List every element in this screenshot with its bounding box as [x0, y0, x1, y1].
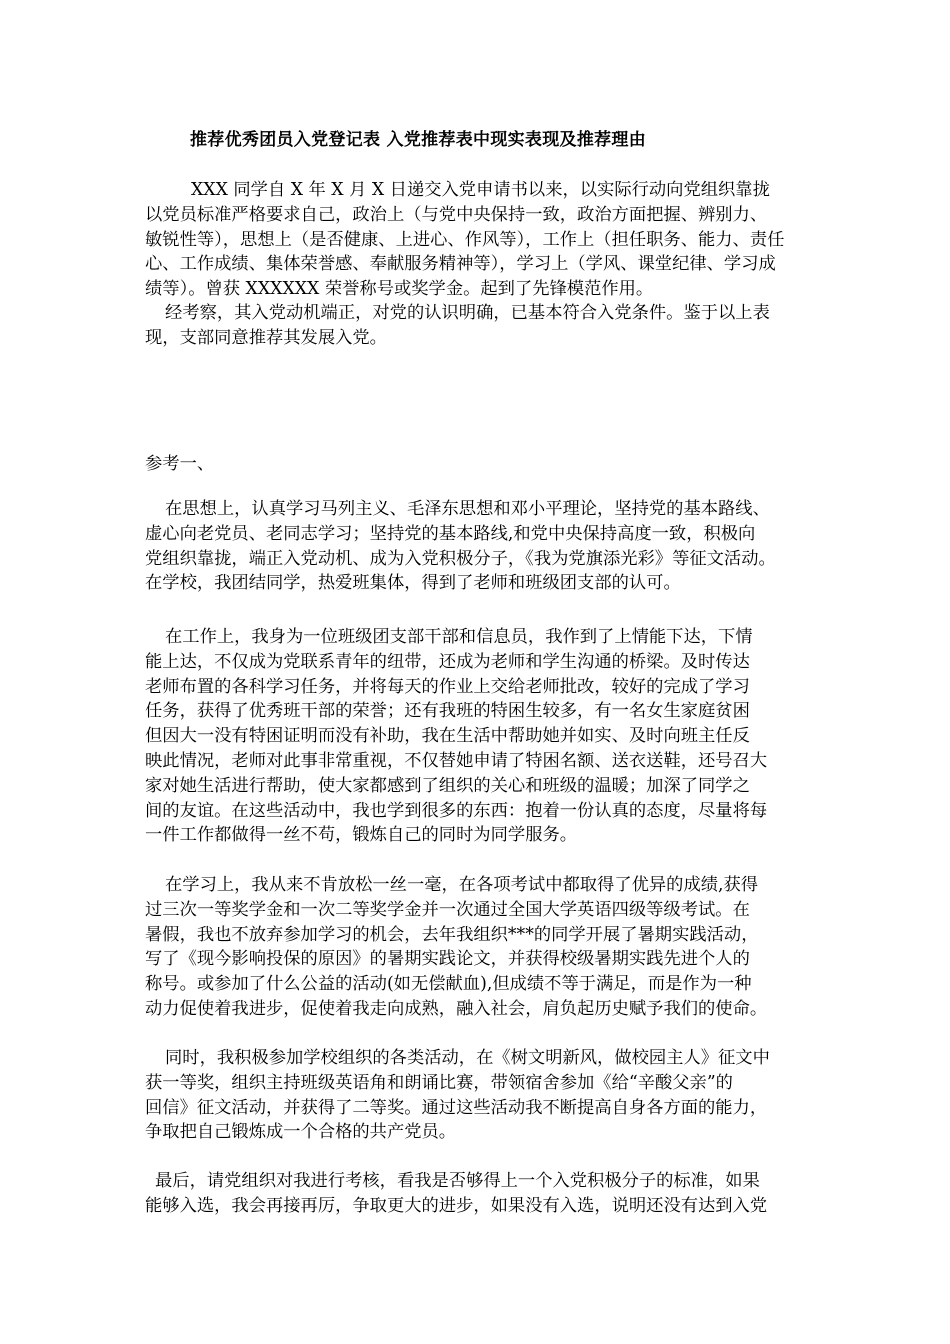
paragraph-line: 过三次一等奖学金和一次二等奖学金并一次通过全国大学英语四级等级考试。在: [145, 899, 750, 920]
paragraph-line: 在工作上，我身为一位班级团支部干部和信息员，我作到了上情能下达，下情: [165, 627, 753, 647]
document-title: 推荐优秀团员入党登记表 入党推荐表中现实表现及推荐理由: [190, 130, 647, 150]
final-paragraph: [145, 1169, 809, 1219]
paragraph-line: 在思想上，认真学习马列主义、毛泽东思想和邓小平理论，坚持党的基本路线、: [165, 499, 770, 519]
conclusion-line: 经考察，其入党动机端正，对党的认识明确，已基本符合入党条件。鉴于以上表: [165, 303, 770, 323]
conclusion-line: 现，支部同意推荐其发展入党。: [145, 327, 387, 348]
paragraph-line: 间的友谊。在这些活动中，我也学到很多的东西：抱着一份认真的态度，尽量将每: [145, 800, 768, 821]
intro-line: 以党员标准严格要求自己，政治上（与党中央保持一致，政治方面把握、辨别力、: [145, 204, 768, 225]
paragraph-line: 但因大一没有特困证明而没有补助，我在生活中帮助她并如实、及时向班主任反: [145, 726, 750, 747]
paragraph-line: 一件工作都做得一丝不苟，锻炼自己的同时为同学服务。: [145, 825, 578, 846]
paragraph-line: 映此情况，老师对此事非常重视，不仅替她申请了特困名额、送衣送鞋，还号召大: [145, 750, 768, 771]
paragraph-line: 暑假，我也不放弃参加学习的机会，去年我组织***的同学开展了暑期实践活动，: [145, 924, 759, 945]
reference-heading: 参考一、: [145, 454, 215, 474]
paragraph-line: 写了《现今影响投保的原因》的暑期实践论文，并获得校级暑期实践先进个人的: [145, 949, 750, 970]
paragraph-line: 虚心向老党员、老同志学习；坚持党的基本路线,和党中央保持高度一致，积极向: [145, 523, 756, 544]
paragraph-line: 在学习上，我从来不肯放松一丝一毫，在各项考试中都取得了优异的成绩,获得: [165, 875, 759, 895]
paragraph-line: 能够入选，我会再接再厉，争取更大的进步，如果没有入选，说明还没有达到入党: [145, 1195, 768, 1216]
intro-line: 心、工作成绩、集体荣誉感、奉献服务精神等），学习上（学风、课堂纪律、学习成: [145, 254, 776, 275]
paragraph-line: 同时，我积极参加学校组织的各类活动，在《树文明新风，做校园主人》征文中: [165, 1048, 770, 1068]
conclusion-paragraph: [145, 301, 809, 351]
intro-line: XXX 同学自 X 年 X 月 X 日递交入党申请书以来，以实际行动向党组织靠拢: [191, 180, 770, 200]
paragraph-line: 回信》征文活动，并获得了二等奖。通过这些活动我不断提高自身各方面的能力，: [145, 1097, 768, 1118]
paragraph-line: 能上达，不仅成为党联系青年的纽带，还成为老师和学生沟通的桥梁。及时传达: [145, 651, 750, 672]
paragraph-line: 称号。或参加了什么公益的活动(如无偿献血),但成绩不等于满足，而是作为一种: [145, 974, 752, 995]
paragraph-line: 获一等奖，组织主持班级英语角和朗诵比赛，带领宿舍参加《给“辛酸父亲”的: [145, 1072, 733, 1093]
paragraph-line: 争取把自己锻炼成一个合格的共产党员。: [145, 1122, 457, 1143]
study-paragraph: [145, 873, 809, 1022]
paragraph-line: 家对她生活进行帮助，使大家都感到了组织的关心和班级的温暖；加深了同学之: [145, 775, 750, 796]
activities-paragraph: [145, 1046, 809, 1145]
work-paragraph: [145, 625, 809, 848]
intro-paragraph: [145, 178, 809, 302]
intro-line: 敏锐性等），思想上（是否健康、上进心、作风等），工作上（担任职务、能力、责任: [145, 229, 785, 250]
paragraph-line: 动力促使着我进步，促使着我走向成熟，融入社会，肩负起历史赋予我们的使命。: [145, 998, 768, 1019]
paragraph-line: 老师布置的各科学习任务，并将每天的作业上交给老师批改，较好的完成了学习: [145, 676, 750, 697]
paragraph-line: 最后，请党组织对我进行考核，看我是否够得上一个入党积极分子的标准，如果: [155, 1171, 760, 1191]
thought-paragraph: [145, 497, 809, 596]
paragraph-line: 任务，获得了优秀班干部的荣誉；还有我班的特困生较多，有一名女生家庭贫困: [145, 701, 750, 722]
paragraph-line: 党组织靠拢，端正入党动机、成为入党积极分子，《我为党旗添光彩》等征文活动。: [145, 548, 776, 569]
paragraph-line: 在学校，我团结同学，热爱班集体，得到了老师和班级团支部的认可。: [145, 573, 681, 594]
intro-line: 绩等）。曾获 XXXXXX 荣誉称号或奖学金。起到了先锋模范作用。: [145, 279, 654, 300]
